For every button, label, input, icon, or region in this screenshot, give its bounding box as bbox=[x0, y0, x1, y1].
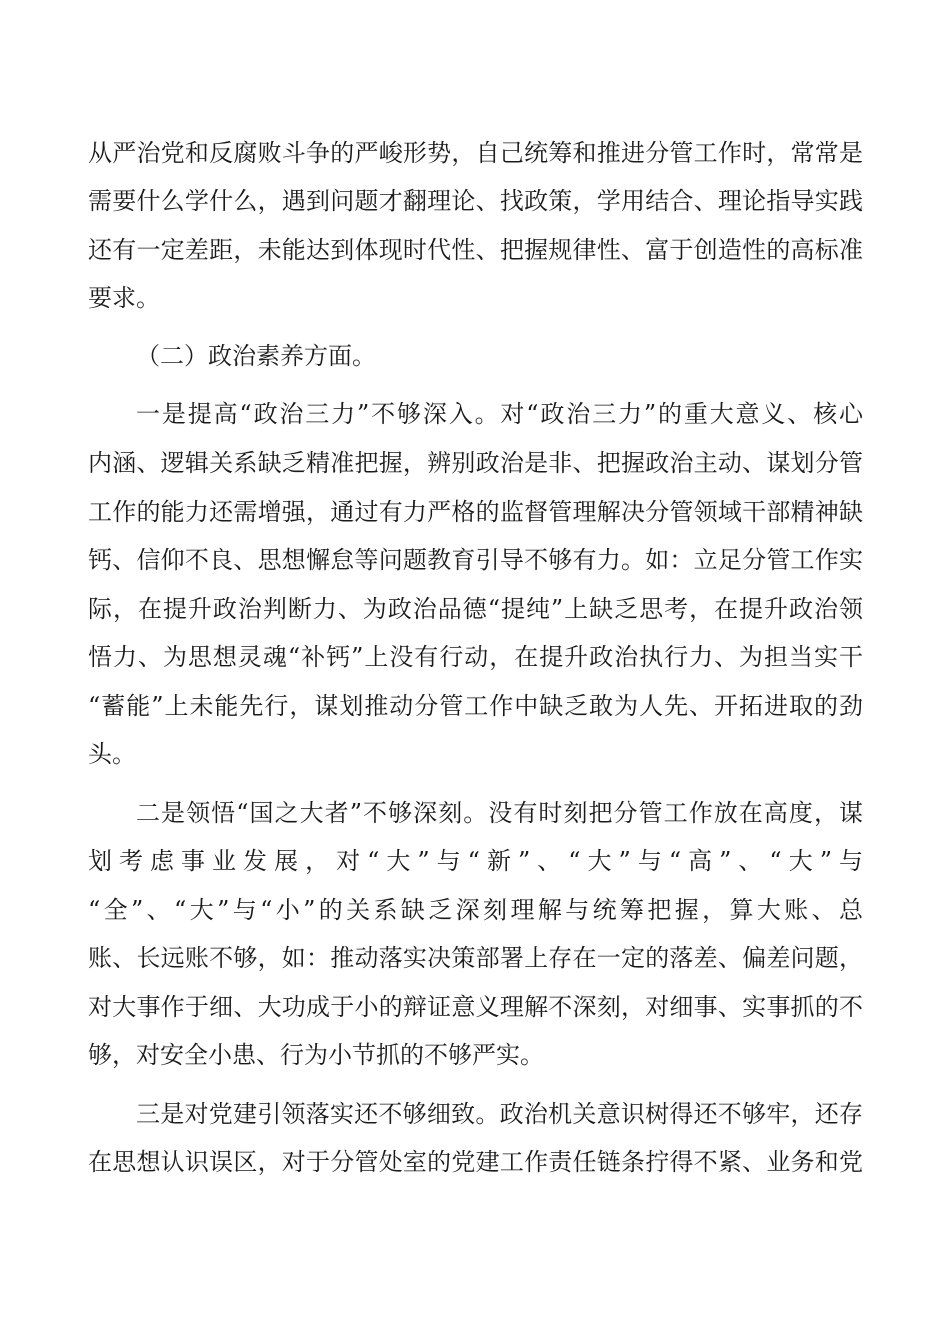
text-line: 钙、信仰不良、思想懈怠等问题教育引导不够有力。如：立足分管工作实 bbox=[88, 546, 863, 574]
text-line: 够，对安全小患、行为小节抓的不够严实。 bbox=[88, 1041, 544, 1069]
text-line: 从严治党和反腐败斗争的严峻形势，自己统筹和推进分管工作时，常常是 bbox=[88, 139, 863, 167]
text-line: 在思想认识误区，对于分管处室的党建工作责任链条拧得不紧、业务和党 bbox=[88, 1148, 863, 1176]
text-line: “蓄能”上未能先行，谋划推动分管工作中缺乏敢为人先、开拓进取的劲 bbox=[88, 692, 863, 720]
section-heading: （二）政治素养方面。 bbox=[136, 342, 376, 370]
text-line: 账、长远账不够，如：推动落实决策部署上存在一定的落差、偏差问题， bbox=[88, 944, 863, 972]
text-line: 还有一定差距，未能达到体现时代性、把握规律性、富于创造性的高标准 bbox=[88, 236, 863, 264]
paragraph-first-line: 二是领悟“国之大者”不够深刻。没有时刻把分管工作放在高度，谋 bbox=[136, 799, 863, 827]
text-line: “全”、“大”与“小”的关系缺乏深刻理解与统筹把握，算大账、总 bbox=[88, 896, 863, 924]
paragraph-first-line: 一是提高“政治三力”不够深入。对“政治三力”的重大意义、核心 bbox=[136, 400, 863, 428]
text-line: 头。 bbox=[88, 740, 136, 768]
text-line: 际，在提升政治判断力、为政治品德“提纯”上缺乏思考，在提升政治领 bbox=[88, 595, 863, 623]
text-line: 对大事作于细、大功成于小的辩证意义理解不深刻，对细事、实事抓的不 bbox=[88, 993, 863, 1021]
text-line: 内涵、逻辑关系缺乏精准把握，辨别政治是非、把握政治主动、谋划分管 bbox=[88, 449, 863, 477]
text-line: 工作的能力还需增强，通过有力严格的监督管理解决分管领域干部精神缺 bbox=[88, 498, 863, 526]
text-line: 划考虑事业发展，对“大”与“新”、“大”与“高”、“大”与 bbox=[88, 847, 863, 875]
text-line: 需要什么学什么，遇到问题才翻理论、找政策，学用结合、理论指导实践 bbox=[88, 187, 863, 215]
paragraph-first-line: 三是对党建引领落实还不够细致。政治机关意识树得还不够牢，还存 bbox=[136, 1100, 863, 1128]
text-line: 悟力、为思想灵魂“补钙”上没有行动，在提升政治执行力、为担当实干 bbox=[88, 643, 863, 671]
text-line: 要求。 bbox=[88, 284, 160, 312]
